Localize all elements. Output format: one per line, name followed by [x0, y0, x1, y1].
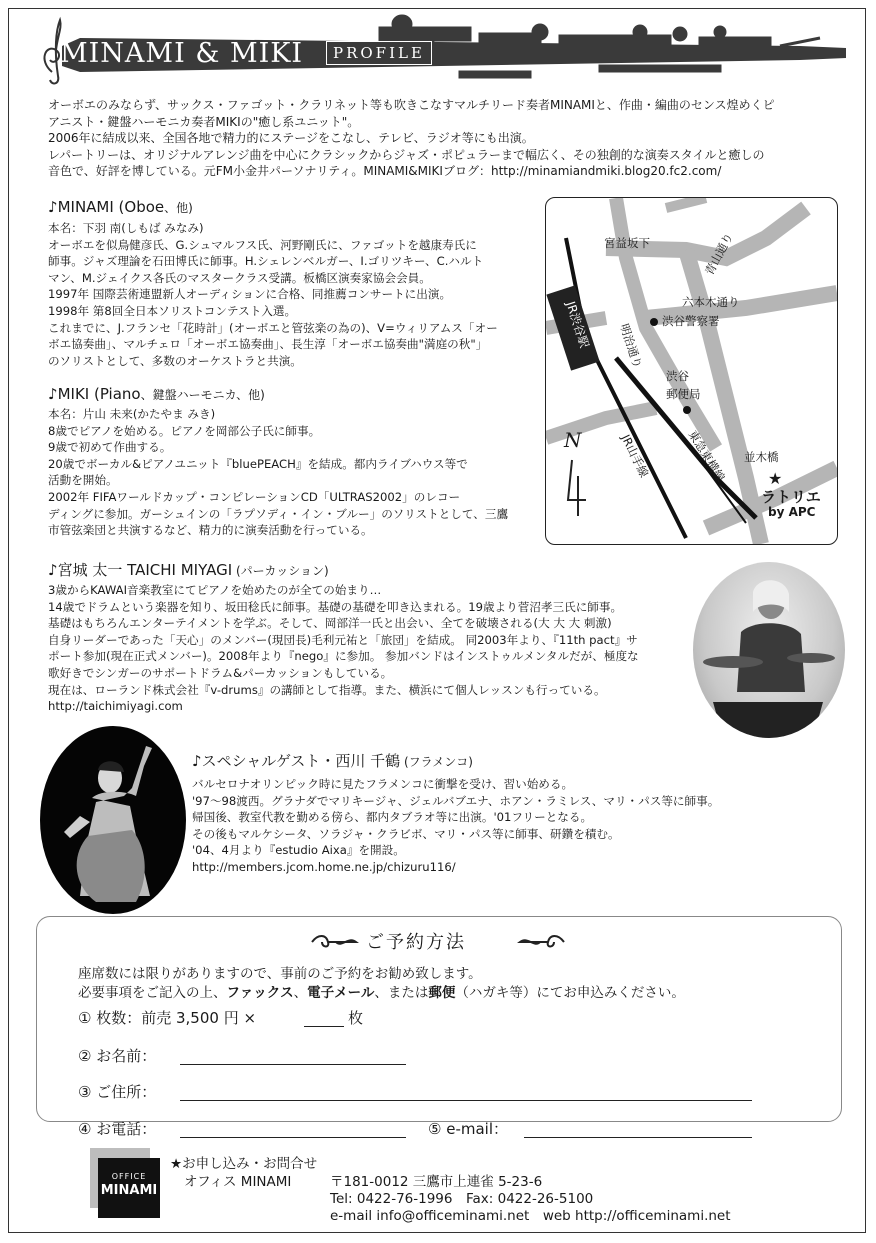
chizuru-bio [192, 776, 719, 876]
map-label-yamanote: JR山手線 [618, 432, 652, 480]
phone-input[interactable] [180, 1137, 406, 1138]
taichi-heading: ♪宮城 太一 TAICHI MIYAGI (パーカッション) [48, 561, 329, 579]
bio-line: 帰国後、教室代教を勤める傍ら、都内タブラオ等に出演。'01フリーとなる。 [192, 810, 593, 825]
ticket-unit-label: 枚 [348, 1009, 364, 1027]
map-label-post2: 郵便局 [666, 387, 701, 401]
minami-bio [48, 220, 498, 369]
taichi-photo [693, 562, 845, 738]
field-name-label: ② お名前： [78, 1047, 157, 1065]
bio-line: 1998年 第8回全日本ソリストコンテスト入選。 [48, 303, 297, 318]
contact-address: 〒181-0012 三鷹市上連雀 5-23-6 [330, 1174, 543, 1190]
taichi-bio [48, 582, 639, 715]
bio-line: '04、4月より『estudio Aixa』を開設。 [192, 843, 405, 858]
bio-line: 師事。ジャズ理論を石田博氏に師事。H.シェレンベルガー、I.ゴリツキー、C.ハルト [48, 254, 484, 269]
ticket-count-input[interactable] [304, 1026, 344, 1027]
field-address-label: ③ ご住所： [78, 1083, 157, 1101]
intro-line: 2006年に結成以来、全国各地で精力的にステージをこなし、テレビ、ラジオ等にも出演。 [48, 131, 534, 146]
bio-line: 活動を開始。 [48, 473, 118, 488]
bio-line: 本名：下羽 南(しもば みなみ) [48, 221, 204, 235]
bio-line: ボエ協奏曲」、マルチェロ「オーボエ協奏曲」、長生淳「オーボエ協奏曲"満庭の秋"」 [48, 337, 488, 352]
ornament-left-icon [308, 934, 360, 950]
header-title: MINAMI & MIKI [60, 38, 304, 69]
reservation-title: ご予約方法 [366, 932, 466, 953]
map-label-venue-sub: by APC [768, 505, 816, 519]
miki-heading: ♪MIKI (Piano、鍵盤ハーモニカ、他) [48, 385, 265, 403]
bio-line: バルセロナオリンピック時に見たフラメンコに衝撃を受け、習い始める。 [192, 777, 574, 791]
reservation-methods: 必要事項をご記入の上、ファックス、電子メール、または郵便（ハガキ等）にてお申込みください。 [78, 985, 685, 1001]
bio-line: ディングに参加。ガーシュインの「ラプソディ・イン・ブルー」のソリストとして、三鷹 [48, 506, 509, 521]
map-label-meiji: 明治通り [617, 321, 645, 371]
north-arrow-label: N [564, 428, 582, 452]
north-arrow-icon [564, 456, 594, 518]
miki-bio [48, 406, 508, 539]
bio-line: 本名：片山 未来(かたやま みき) [48, 407, 216, 421]
contact-name: オフィス MINAMI [184, 1174, 292, 1190]
bio-line: 20歳でボーカル&ピアノユニット『bluePEACH』を結成。都内ライブハウス等で [48, 456, 468, 471]
post-office-marker [683, 406, 691, 414]
bio-line: 基礎はもちろんエンターテイメントを学ぶ。そして、岡部洋一氏と出会い、全てを破壊される(大 大 大 刺激) [48, 616, 612, 631]
drummer-illustration [693, 562, 845, 738]
intro-line: アニスト・鍵盤ハーモニカ奏者MIKIの"癒し系ユニット"。 [48, 114, 360, 129]
venue-map [545, 197, 838, 545]
field-email-label: ⑤ e-mail： [428, 1120, 508, 1138]
field-ticket-count-label: ① 枚数：前売 3,500 円 × [78, 1009, 257, 1027]
bio-line: 3歳からKAWAI音楽教室にてピアノを始めたのが全ての始まり… [48, 583, 382, 597]
field-phone-label: ④ お電話： [78, 1120, 157, 1138]
chizuru-photo [40, 726, 186, 914]
logo-minami-text: MINAMI [100, 1183, 158, 1198]
chizuru-heading: ♪スペシャルゲスト・西川 千鶴 (フラメンコ) [192, 752, 473, 770]
map-label-aoyama: 青山通り [702, 230, 736, 278]
email-input[interactable] [524, 1137, 752, 1138]
address-input[interactable] [180, 1100, 752, 1101]
bio-line: 14歳でドラムという楽器を知り、坂田稔氏に師事。基礎の基礎を叩き込まれる。19歳より菅沼孝三氏に師事。 [48, 599, 623, 614]
flamenco-illustration [40, 726, 186, 914]
police-marker [650, 318, 658, 326]
map-label-post1: 渋谷 [666, 369, 689, 383]
bio-line: のソリストとして、多数のオーケストラと共演。 [48, 353, 302, 368]
bio-line: ポート参加(現在正式メンバー)。2008年より『nego』に参加。 参加バンドはインストゥルメンタルだが、極度な [48, 649, 639, 664]
bio-line: http://members.jcom.home.ne.jp/chizuru116/ [192, 859, 456, 874]
bio-line: 2002年 FIFAワールドカップ・コンピレーションCD「ULTRAS2002」のレコー [48, 489, 461, 504]
intro-line: オーボエのみならず、サックス・ファゴット・クラリネット等も吹きこなすマルチリード奏者MINAMIと、作曲・編曲のセンス煌めくピ [48, 98, 775, 112]
intro-line: 音色で、好評を博している。元FM小金井パーソナリティ。MINAMI&MIKIブログ：http://minamiandmiki.blog20.fc2.com/ [48, 164, 722, 179]
bio-line: http://taichimiyagi.com [48, 699, 183, 714]
bio-line: その後もマルケシータ、ソラジャ・クラビボ、マリ・パス等に師事、研鑽を積む。 [192, 826, 620, 841]
bio-line: オーボエを似鳥健彦氏、G.シュマルフス氏、河野剛氏に、ファゴットを越康寿氏に [48, 237, 477, 252]
office-minami-logo [90, 1148, 162, 1220]
bio-line: これまでに、J.フランセ「花時計」(オーボエと管弦楽の為の)、V=ウィリアムス「オー [48, 320, 498, 335]
bio-line: 自身リーダーであった「天心」のメンバー(現団長)毛利元祐と「旅団」を結成。 同2003年より、『11th pact』サ [48, 632, 638, 647]
venue-star-icon: ★ [768, 469, 783, 488]
map-label-toyoko: 東急東横線 [685, 427, 728, 485]
contact-heading: ★お申し込み・お問合せ [170, 1156, 318, 1172]
intro-line: レパートリーは、オリジナルアレンジ曲を中心にクラシックからジャズ・ポピュラーまで幅広く、その独創的な演奏スタイルと癒しの [48, 147, 765, 162]
bio-line: 現在は、ローランド株式会社『v-drums』の講師として指導。また、横浜にて個人レッスンも行っている。 [48, 682, 606, 697]
bio-line: 市管弦楽団と共演するなど、精力的に演奏活動を行っている。 [48, 523, 373, 538]
map-label-venue: ラトリエ [761, 488, 821, 506]
bio-line: 歌好きでシンガーのサポートドラム&パーカッションもしている。 [48, 665, 393, 680]
header-subtitle: PROFILE [326, 41, 432, 65]
intro-text [48, 97, 775, 180]
map-label-namiki: 並木橋 [744, 450, 779, 464]
map-label-jr-station: JR渋谷駅 [563, 299, 592, 350]
bio-line: 9歳で初めて作曲する。 [48, 440, 172, 455]
bio-line: '97～98渡西。グラナダでマリキージャ、ジェルバブエナ、ホアン・ラミレス、マリ・パス等に師事。 [192, 793, 720, 808]
map-label-roppongi: 六本木通り [682, 295, 740, 309]
bio-line: 1997年 国際芸術連盟新人オーディションに合格、同推薦コンサートに出演。 [48, 287, 452, 302]
minami-heading: ♪MINAMI (Oboe、他) [48, 198, 193, 216]
contact-phone: Tel: 0422-76-1996 Fax: 0422-26-5100 [330, 1191, 594, 1207]
name-input[interactable] [180, 1064, 406, 1065]
logo-office-text: OFFICE [111, 1172, 147, 1181]
map-label-miyamasu: 宮益坂下 [604, 236, 650, 250]
contact-web[interactable]: e-mail info@officeminami.net web http://officeminami.net [330, 1208, 731, 1224]
bio-line: 8歳でピアノを始める。ピアノを岡部公子氏に師事。 [48, 423, 321, 438]
map-label-police: 渋谷警察署 [662, 314, 720, 328]
reservation-note: 座席数には限りがありますので、事前のご予約をお勧め致します。 [78, 966, 482, 982]
bio-line: マン、M.ジェイクス各氏のマスタークラス受講。板橋区演奏家協会会員。 [48, 270, 431, 285]
ornament-right-icon [516, 934, 568, 950]
